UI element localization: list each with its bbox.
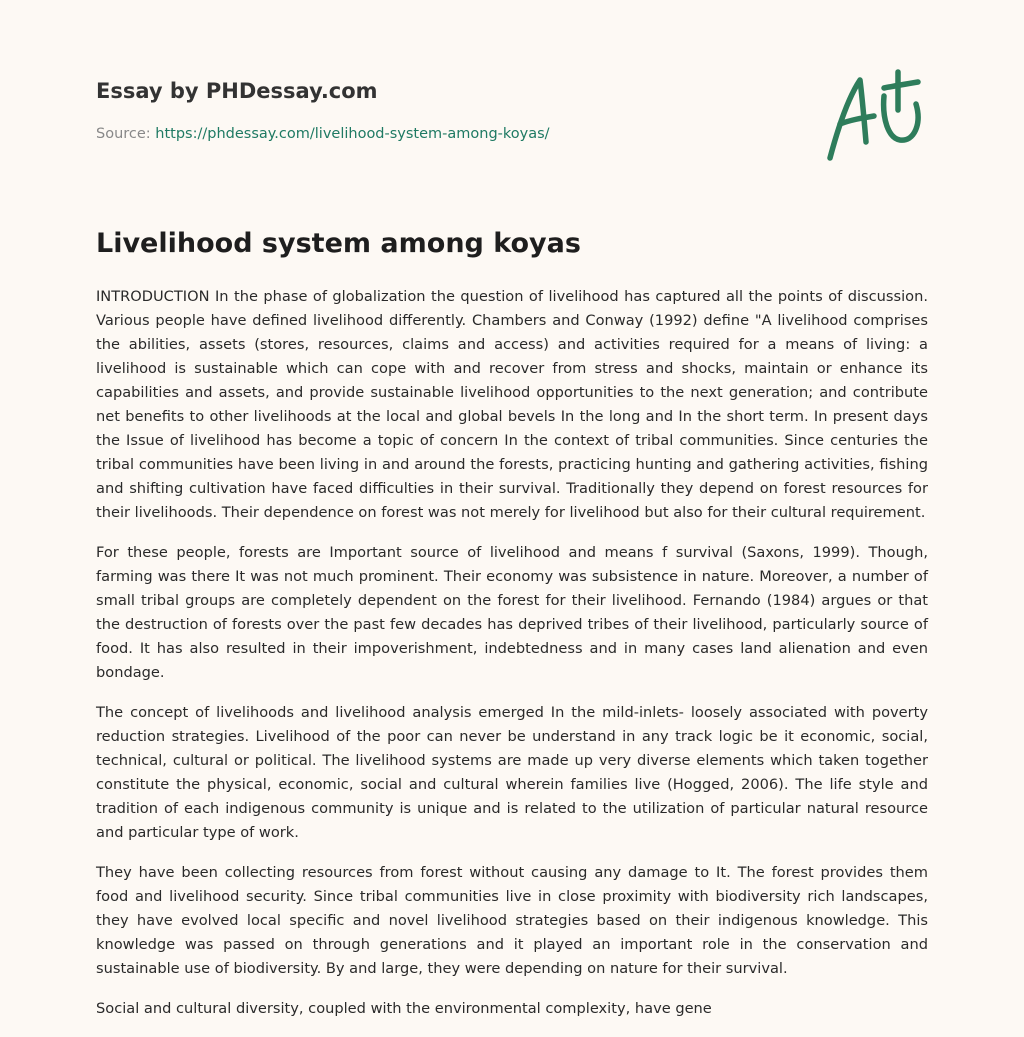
essay-header — [96, 78, 696, 144]
source-link[interactable]: https://phdessay.com/livelihood-system-among-koyas/ — [155, 126, 550, 142]
source-label: Source: — [96, 126, 156, 142]
source-line — [96, 124, 696, 144]
site-brand: Essay by PHDessay.com — [96, 79, 378, 103]
a-plus-logo-icon — [822, 68, 932, 164]
essay-title: Livelihood system among koyas — [96, 228, 581, 259]
essay-paragraph: For these people, forests are Important source of livelihood and means f survival (Saxons, 1999). Though, farming was there It was not much prominent. Their economy was subsistence in nature. Moreover, a number of small tribal groups are completely dependent on the forest for their livelihood. Fernando (1984) argues or that the destruction of forests over the past few decades has deprived tribes of their livelihood, particularly source of food. It has also resulted in their impoverishment, indebtedness and in many cases land alienation and even bondage. — [96, 544, 928, 681]
essay-body — [96, 285, 928, 1037]
essay-paragraph: INTRODUCTION In the phase of globalization the question of livelihood has captured all the points of discussion. Various people have defined livelihood differently. Chambers and Conway (1992) define "A livelihood comprises the abilities, assets (stores, resources, claims and access) and activities required for a means of living: a livelihood is sustainable which can cope with and recover from stress and shocks, maintain or enhance its capabilities and assets, and provide sustainable livelihood opportunities to the next generation; and contribute net benefits to other livelihoods at the local and global bevels In the long and In the short term. In present days the Issue of livelihood has become a topic of concern In the context of tribal communities. Since centuries the tribal communities have been living in and around the forests, practicing hunting and gathering activities, fishing and shifting cultivation have faced difficulties in their survival. Traditionally they depend on forest resources for their livelihoods. Their dependence on forest was not merely for livelihood but also for their cultural requirement. — [96, 288, 928, 521]
essay-paragraph: Social and cultural diversity, coupled with the environmental complexity, have gene — [96, 1000, 712, 1017]
essay-paragraph: The concept of livelihoods and livelihood analysis emerged In the mild-inlets- loosely associated with poverty reduction strategies. Livelihood of the poor can never be understand in any track logic be it economic, social, technical, cultural or political. The livelihood systems are made up very diverse elements which taken together constitute the physical, economic, social and cultural wherein families live (Hogged, 2006). The life style and tradition of each indigenous community is unique and is related to the utilization of particular natural resource and particular type of work. — [96, 704, 928, 841]
essay-paragraph: They have been collecting resources from forest without causing any damage to It. The forest provides them food and livelihood security. Since tribal communities live in close proximity with biodiversity rich landscapes, they have evolved local specific and novel livelihood strategies based on their indigenous knowledge. This knowledge was passed on through generations and it played an important role in the conservation and sustainable use of biodiversity. By and large, they were depending on nature for their survival. — [96, 864, 928, 977]
